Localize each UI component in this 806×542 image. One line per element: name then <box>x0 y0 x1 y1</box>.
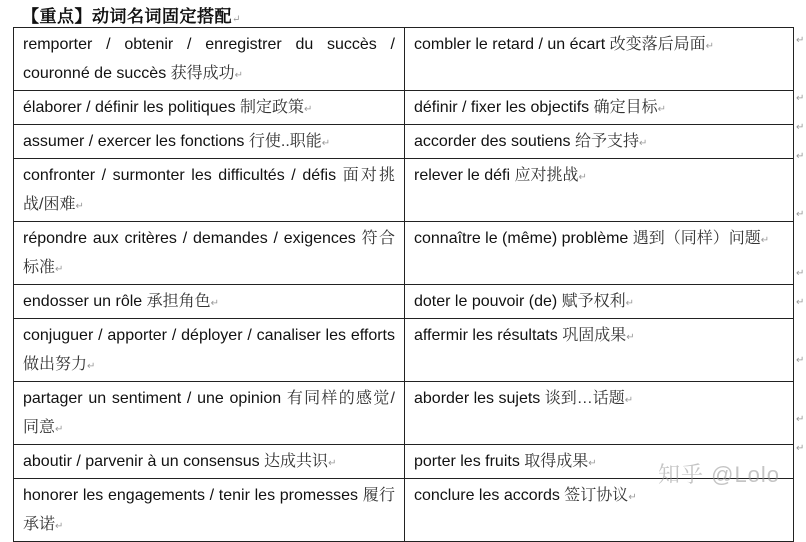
left-cell <box>14 479 405 542</box>
chinese-translation: 做出努力 <box>23 356 88 373</box>
table-row <box>14 285 794 319</box>
paragraph-mark-icon: ↵ <box>234 70 244 81</box>
row-end-mark-icon: ↵ <box>796 414 805 425</box>
left-cell <box>14 285 405 319</box>
table-row <box>14 159 794 222</box>
left-cell <box>14 222 405 285</box>
table-row <box>14 319 794 382</box>
right-cell <box>405 222 794 285</box>
chinese-translation: 行使..职能 <box>248 133 322 150</box>
table-row <box>14 91 794 125</box>
paragraph-mark-icon: ↵ <box>210 298 220 309</box>
paragraph-mark-icon: ↵ <box>639 138 648 149</box>
left-cell <box>14 382 405 445</box>
french-phrase: combler le retard / un écart <box>414 36 606 53</box>
chinese-translation: 获得成功 <box>170 65 235 82</box>
right-cell <box>405 159 794 222</box>
paragraph-mark-icon: ↵ <box>75 201 84 212</box>
chinese-translation: 取得成果 <box>524 453 589 470</box>
left-cell <box>14 125 405 159</box>
french-phrase: assumer / exercer les fonctions <box>23 133 245 150</box>
paragraph-mark-icon: ↵ <box>55 424 64 435</box>
french-phrase: accorder des soutiens <box>414 133 571 150</box>
left-cell <box>14 319 405 382</box>
chinese-translation: 给予支持 <box>574 133 639 150</box>
paragraph-mark-icon: ↵ <box>328 458 337 469</box>
row-end-mark-icon: ↵ <box>796 268 805 279</box>
paragraph-mark-icon: ↵ <box>321 138 331 149</box>
french-phrase: aboutir / parvenir à un consensus <box>23 453 260 470</box>
french-phrase: porter les fruits <box>414 453 520 470</box>
chinese-translation: 遇到（同样）问题 <box>632 230 761 247</box>
row-end-mark-icon: ↵ <box>796 297 805 308</box>
paragraph-mark-icon: ↵ <box>628 492 637 503</box>
table-row <box>14 382 794 445</box>
french-phrase: doter le pouvoir (de) <box>414 293 558 310</box>
left-cell <box>14 159 405 222</box>
chinese-translation: 应对挑战 <box>514 167 579 184</box>
chinese-translation: 改变落后局面 <box>609 36 706 53</box>
chinese-translation: 符合标准 <box>23 230 395 276</box>
chinese-translation: 有同样的感觉/同意 <box>23 390 396 436</box>
paragraph-mark-icon: ↵ <box>87 361 96 372</box>
table-row <box>14 222 794 285</box>
row-end-mark-icon: ↵ <box>796 443 805 454</box>
right-cell <box>405 382 794 445</box>
chinese-translation: 谈到…话题 <box>544 390 625 407</box>
paragraph-mark-icon: ↵ <box>588 458 597 469</box>
row-end-mark-icon: ↵ <box>796 122 805 133</box>
french-phrase: honorer les engagements / tenir les promesses <box>23 487 359 504</box>
chinese-translation: 承担角色 <box>146 293 211 310</box>
row-end-mark-icon: ↵ <box>796 151 805 162</box>
paragraph-mark-icon: ↵ <box>55 264 64 275</box>
right-cell <box>405 125 794 159</box>
chinese-translation: 赋予权利 <box>561 293 626 310</box>
right-cell <box>405 28 794 91</box>
french-phrase: remporter / obtenir / enregistrer du succès / couronné de succès <box>23 36 395 82</box>
paragraph-mark-icon: ↵ <box>55 521 64 532</box>
french-phrase: connaître le (même) problème <box>414 230 629 247</box>
row-end-mark-icon: ↵ <box>796 355 805 366</box>
paragraph-mark-icon: ↵ <box>705 41 715 52</box>
french-phrase: aborder les sujets <box>414 390 541 407</box>
left-cell <box>14 445 405 479</box>
paragraph-mark-icon: ↵ <box>304 104 313 115</box>
paragraph-mark-icon: ↵ <box>625 298 635 309</box>
table-row <box>14 125 794 159</box>
french-phrase: répondre aux critères / demandes / exigences <box>23 230 356 247</box>
french-phrase: affermir les résultats <box>414 327 558 344</box>
french-phrase: endosser un rôle <box>23 293 143 310</box>
paragraph-mark-icon: ↵ <box>624 395 634 406</box>
paragraph-mark-icon: ↵ <box>626 332 635 343</box>
chinese-translation: 面对挑战/困难 <box>23 167 395 213</box>
chinese-translation: 履行承诺 <box>23 487 395 533</box>
french-phrase: confronter / surmonter les difficultés / défis <box>23 167 337 184</box>
paragraph-mark-icon: ↵ <box>760 235 770 246</box>
right-cell <box>405 285 794 319</box>
right-cell <box>405 319 794 382</box>
french-phrase: conjuguer / apporter / déployer / canaliser les efforts <box>23 327 395 344</box>
paragraph-mark-icon: ↵ <box>578 172 587 183</box>
chinese-translation: 巩固成果 <box>562 327 627 344</box>
french-phrase: relever le défi <box>414 167 511 184</box>
french-phrase: définir / fixer les objectifs <box>414 99 590 116</box>
paragraph-mark-icon: ↵ <box>657 104 667 115</box>
row-end-mark-icon: ↵ <box>796 93 805 104</box>
watermark: 知乎 @Lolo <box>658 462 781 487</box>
french-phrase: conclure les accords <box>414 487 560 504</box>
chinese-translation: 确定目标 <box>593 99 658 116</box>
chinese-translation: 签订协议 <box>564 487 629 504</box>
row-end-mark-icon: ↵ <box>796 209 805 220</box>
right-cell <box>405 91 794 125</box>
french-phrase: partager un sentiment / une opinion <box>23 390 282 407</box>
table-row <box>14 28 794 91</box>
document-title: 【重点】动词名词固定搭配↵ <box>22 7 241 27</box>
left-cell <box>14 91 405 125</box>
chinese-translation: 制定政策 <box>240 99 305 116</box>
left-cell <box>14 28 405 91</box>
chinese-translation: 达成共识 <box>264 453 329 470</box>
row-end-mark-icon: ↵ <box>796 35 805 46</box>
french-phrase: élaborer / définir les politiques <box>23 99 236 116</box>
